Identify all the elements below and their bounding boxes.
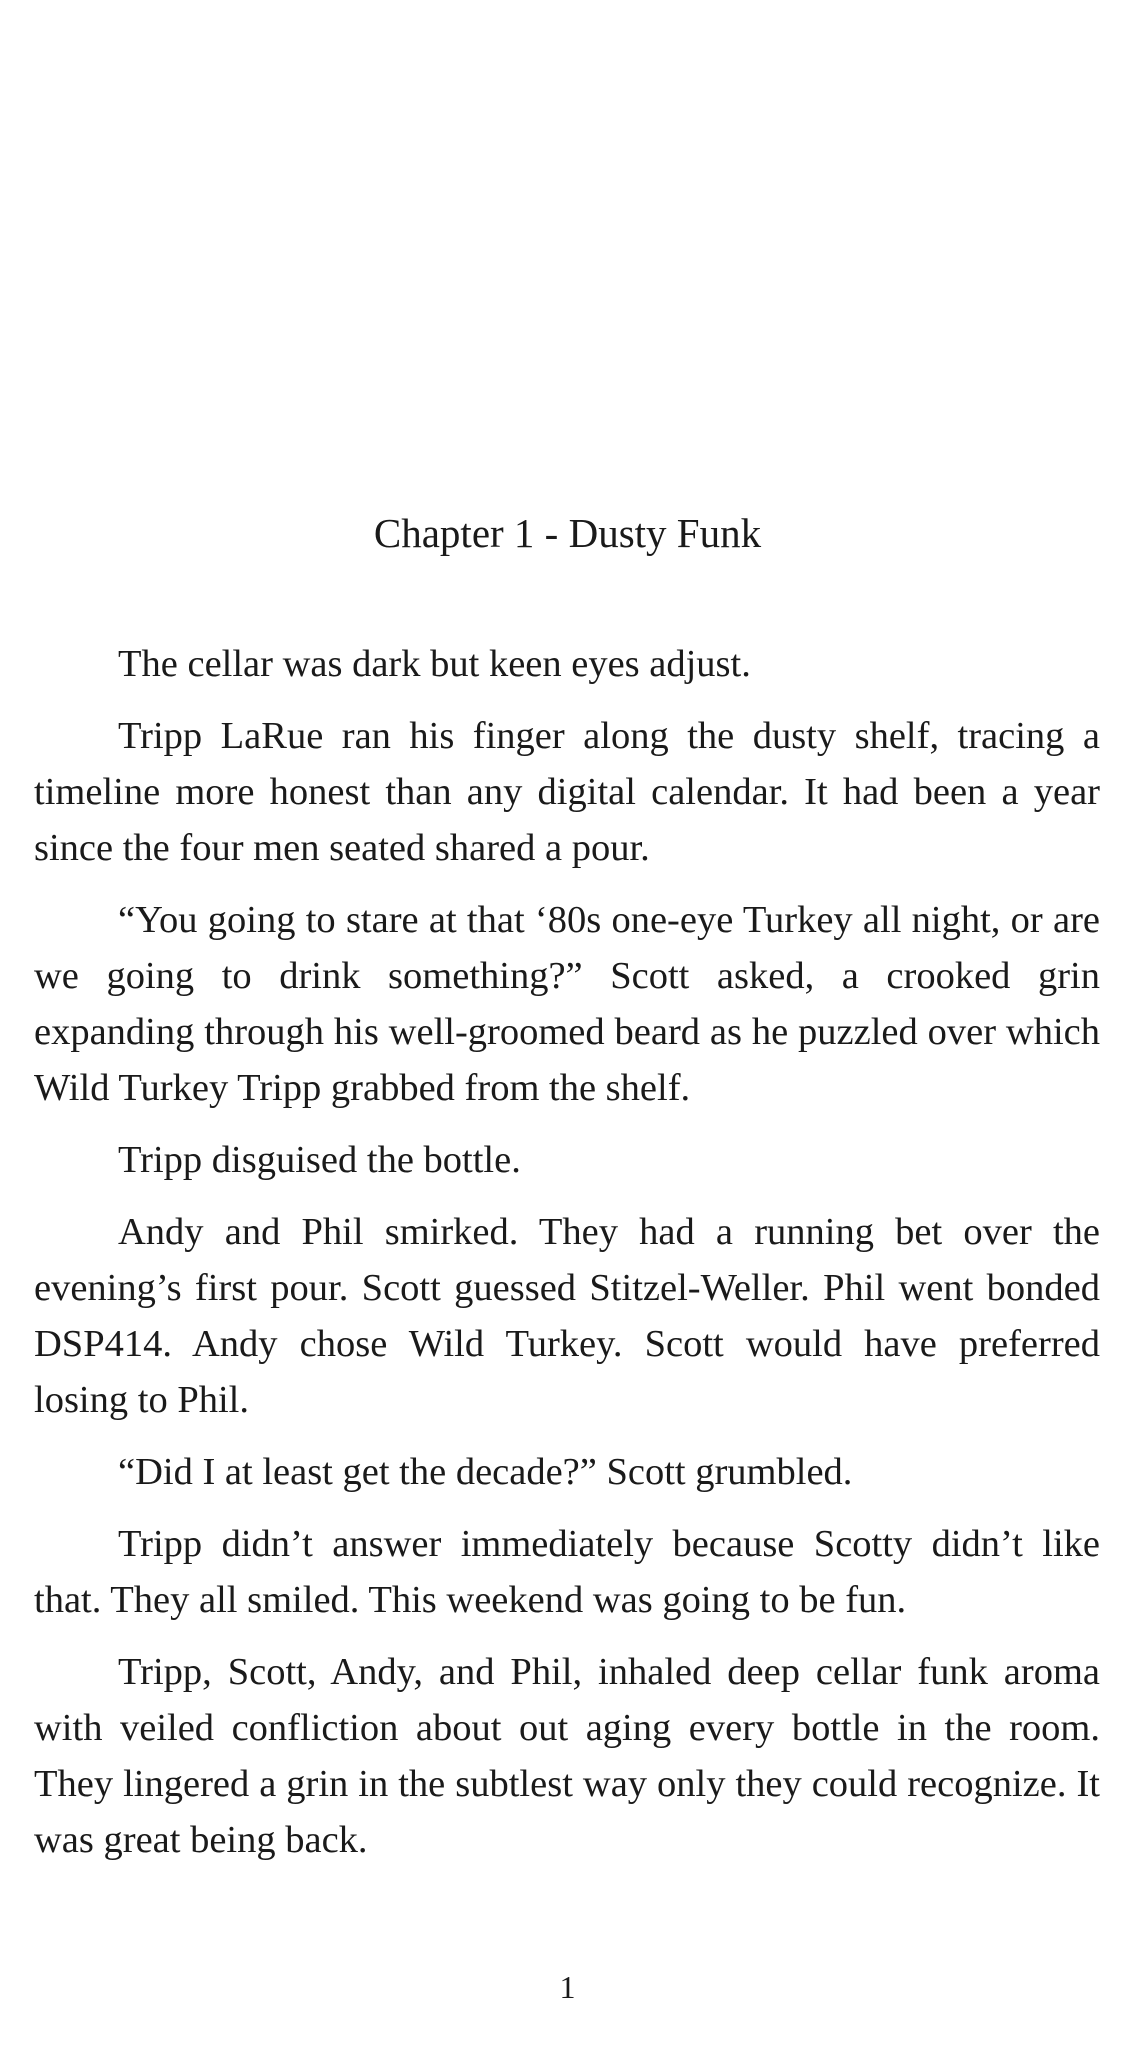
paragraph: The cellar was dark but keen eyes adjust. — [118, 643, 751, 685]
paragraph: “You going to stare at that ‘80s one-eye Turkey all night, or are we going to drink something?” Scott asked, a crooked grin expanding through his well-groomed beard as he puzzled over which Wild Turkey Tripp grabbed from the shelf. — [34, 899, 1100, 1109]
paragraph: Andy and Phil smirked. They had a running bet over the evening’s first pour. Scott guessed Stitzel-Weller. Phil went bonded DSP414. Andy chose Wild Turkey. Scott would have preferred losing to Phil. — [34, 1211, 1100, 1421]
paragraph: “Did I at least get the decade?” Scott grumbled. — [118, 1451, 853, 1493]
paragraph: Tripp LaRue ran his finger along the dusty shelf, tracing a timeline more honest than any digital calendar. It had been a year since the four men seated shared a pour. — [34, 715, 1100, 869]
paragraph: Tripp disguised the bottle. — [118, 1139, 521, 1181]
chapter-title: Chapter 1 - Dusty Funk — [373, 510, 762, 556]
paragraph: Tripp didn’t answer immediately because Scotty didn’t like that. They all smiled. This weekend was going to be fun. — [34, 1523, 1100, 1621]
page-number: 1 — [559, 1969, 576, 2005]
paragraph: Tripp, Scott, Andy, and Phil, inhaled deep cellar funk aroma with veiled confliction about out aging every bottle in the room. They lingered a grin in the subtlest way only they could recognize. It was great being back. — [34, 1651, 1100, 1861]
chapter-body — [34, 636, 1100, 1884]
